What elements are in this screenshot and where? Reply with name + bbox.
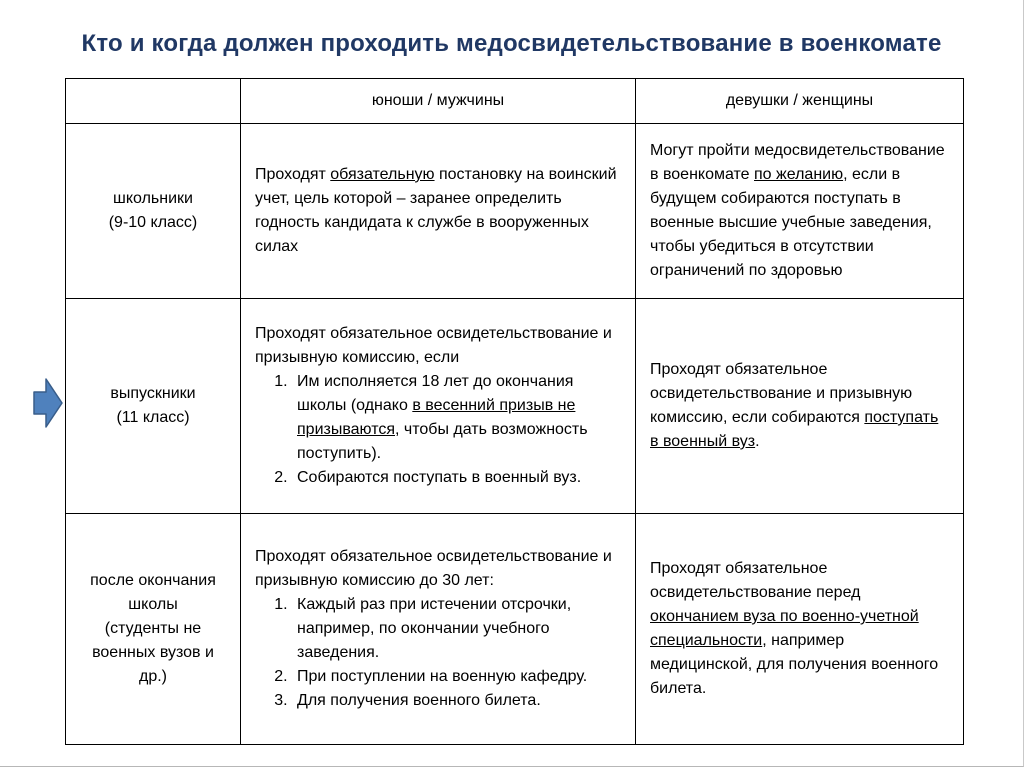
list-item: 2. При поступлении на военную кафедру. [292,665,621,689]
underlined-segment: обязательную [330,166,435,183]
category-line: (студенты не [104,620,202,637]
row-after-school [66,514,964,745]
underlined-segment: окончанием вуза по военно-учетной специальности [650,608,919,649]
text-segment: , например медицинской, для получения военного билета. [650,632,939,697]
paragraph [255,163,621,259]
category-line: школы [128,596,178,613]
text-segment: Проходят обязательное освидетельствование и призывную комиссию, если собираются [650,361,913,426]
list-item: 1. Каждый раз при истечении отсрочки, например, по окончании учебного заведения. [292,593,621,665]
paragraph: Проходят обязательное освидетельствование и призывную комиссию, если [255,325,612,366]
column-header-female: девушки / женщины [636,79,964,124]
medical-exam-table [65,78,964,745]
male-cell-schoolchildren [241,124,636,299]
text-segment: , если в будущем собираются поступать в военные высшие учебные заведения, чтобы убедиться в отсутствии ограничений по здоровью [650,166,932,279]
paragraph [650,557,949,701]
underlined-segment: поступать в военный вуз [650,409,939,450]
text-segment: Им исполняется 18 лет до окончания школы (однако [297,373,574,414]
corner-cell [66,79,241,124]
right-arrow-icon [33,377,63,429]
list-item [292,370,621,466]
paragraph: Проходят обязательное освидетельствование и призывную комиссию до 30 лет: [255,548,612,589]
text-segment: постановку на воинский учет, цель которой – заранее определить годность кандидата к службе в вооруженных силах [255,166,617,255]
category-cell-graduates [66,299,241,514]
male-cell-graduates [241,299,636,514]
underlined-segment: в весенний призыв не призываются [297,397,576,438]
category-cell-after-school [66,514,241,745]
text-segment: . [755,433,760,450]
male-cell-after-school [241,514,636,745]
category-cell-schoolchildren [66,124,241,299]
numbered-list [255,370,621,490]
paragraph [650,358,949,454]
row-schoolchildren [66,124,964,299]
category-line: школьники [113,190,193,207]
female-cell-schoolchildren [636,124,964,299]
category-line: после окончания [90,572,216,589]
slide-title: Кто и когда должен проходить медосвидетельствование в военкомате [81,30,942,57]
female-cell-after-school [636,514,964,745]
paragraph [650,139,949,283]
numbered-list [255,593,621,713]
text-segment: Могут пройти медосвидетельствование в военкомате [650,142,945,183]
underlined-segment: по желанию [754,166,844,183]
header-row [66,79,964,124]
column-header-male: юноши / мужчины [241,79,636,124]
category-line: (9-10 класс) [108,214,198,231]
list-item: 2. Собираются поступать в военный вуз. [292,466,621,490]
text-segment: , чтобы дать возможность поступить). [297,421,588,462]
text-segment: Проходят обязательное освидетельствование перед [650,560,861,601]
row-graduates [66,299,964,514]
list-item: 3. Для получения военного билета. [292,689,621,713]
category-line: военных вузов и [92,644,214,661]
text-segment: Проходят [255,166,331,183]
right-arrow-shape [34,379,62,427]
female-cell-graduates [636,299,964,514]
category-line: выпускники [110,385,196,402]
category-line: др.) [138,668,167,685]
category-line: (11 класс) [116,409,190,426]
